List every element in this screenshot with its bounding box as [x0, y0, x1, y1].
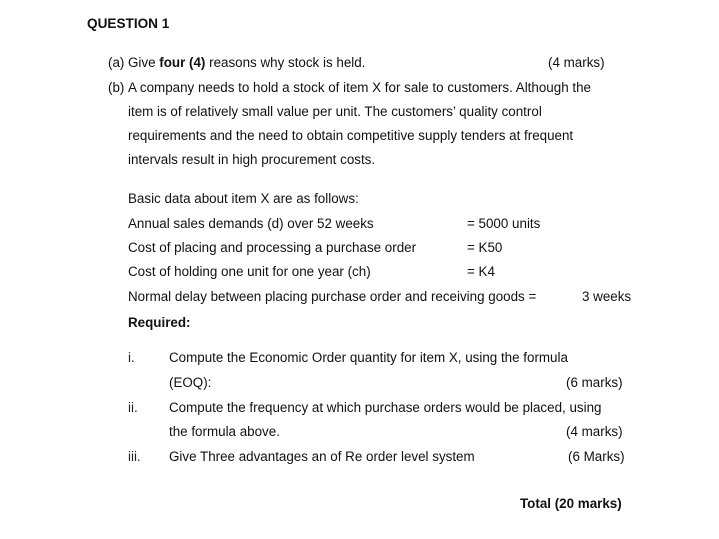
part-a-text [128, 55, 365, 71]
required-item-line: Compute the Economic Order quantity for item X, using the formula [169, 350, 568, 365]
delay-value: 3 weeks [582, 289, 632, 304]
basic-data-value: = K4 [467, 264, 495, 279]
part-b-line: item is of relatively small value per unit. The customers’ quality control [128, 104, 542, 119]
basic-data-label: Cost of holding one unit for one year (ch) [128, 264, 371, 279]
required-item-line: Compute the frequency at which purchase orders would be placed, using [169, 400, 602, 415]
required-item-num: iii. [128, 449, 141, 464]
required-item-num: i. [128, 350, 135, 365]
required-item-line: (EOQ): [169, 375, 212, 390]
required-title: Required: [128, 315, 191, 330]
basic-data-label: Annual sales demands (d) over 52 weeks [128, 216, 374, 231]
basic-data-value: = K50 [467, 240, 503, 255]
part-a-text-bold: four (4) [159, 55, 206, 70]
basic-data-value: = 5000 units [467, 216, 541, 231]
required-item-marks: (6 marks) [566, 375, 623, 390]
total-marks: Total (20 marks) [520, 496, 622, 511]
required-item-line: the formula above. [169, 424, 280, 439]
required-item-marks: (4 marks) [566, 424, 623, 439]
basic-data-intro: Basic data about item X are as follows: [128, 191, 359, 206]
required-item-num: ii. [128, 400, 138, 415]
part-a-label: (a) [108, 55, 125, 70]
delay-label: Normal delay between placing purchase order and receiving goods = [128, 289, 537, 304]
part-b-line: intervals result in high procurement costs. [128, 152, 376, 167]
required-item-line: Give Three advantages an of Re order level system [169, 449, 475, 464]
part-b-label: (b) [108, 80, 125, 95]
part-b-line: A company needs to hold a stock of item X for sale to customers. Although the [128, 80, 591, 95]
part-a-text-before: Give [128, 55, 160, 70]
part-a-text-after: reasons why stock is held. [205, 55, 366, 70]
part-b-line: requirements and the need to obtain competitive supply tenders at frequent [128, 128, 574, 143]
required-item-marks: (6 Marks) [568, 449, 625, 464]
question-heading: QUESTION 1 [87, 16, 170, 31]
basic-data-label: Cost of placing and processing a purchase order [128, 240, 417, 255]
part-a-marks: (4 marks) [548, 55, 605, 70]
